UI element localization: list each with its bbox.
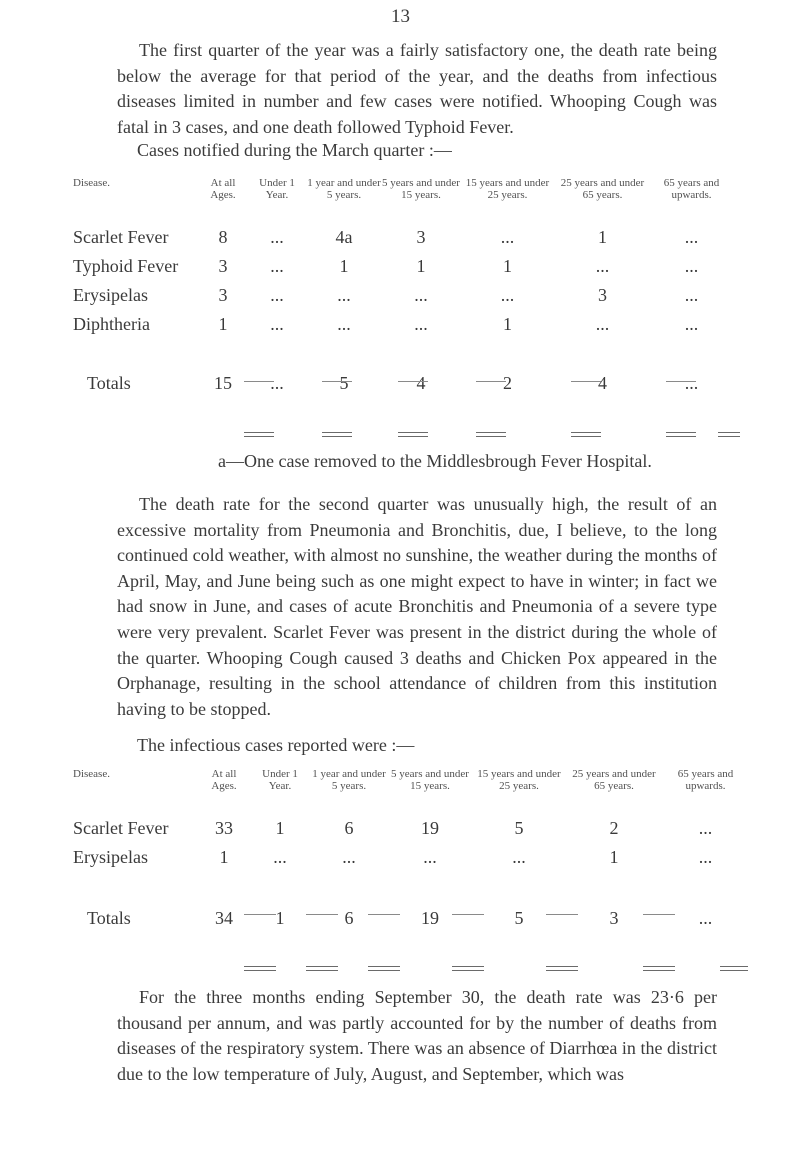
total-all-ages: 34 [215,907,233,928]
total-rule [322,432,352,437]
cell-1-to-5: 4a [335,227,353,247]
paragraph-third-quarter: For the three months ending September 30, the death rate was 23·6 per thousand per annum, and was partly accounted for by the number of deaths from diseases of the respiratory system. There was an absence of Diarrhœa in the district due to the low temperature of July, August, and September, which was [117,987,717,1084]
col-header-5-to-15: 5 years and under 15 years. [382,177,460,201]
totals-label: Totals [87,372,131,393]
cell-all-ages: 1 [218,314,228,334]
cell-1-to-5: ... [337,314,351,334]
sum-rule [244,381,274,382]
cell-15-to-25: 5 [514,818,524,838]
sum-rule [244,914,276,915]
disease-name: Scarlet Fever [73,818,169,838]
cell-65-up: ... [684,227,699,247]
sum-rule [368,914,400,915]
col-header-disease: Disease. [73,768,110,780]
cell-under-1: ... [270,256,284,276]
total-25-to-65: 3 [609,907,619,928]
sum-rule [546,914,578,915]
total-rule [643,966,675,971]
cell-5-to-15: ... [414,314,428,334]
total-rule [398,432,428,437]
total-15-to-25: 5 [514,907,524,928]
col-header-1-to-5: 1 year and under 5 years. [307,177,381,201]
cell-under-1: ... [270,314,284,334]
sum-rule [476,381,506,382]
cell-25-to-65: ... [595,256,610,276]
page-number: 13 [391,6,410,27]
col-header-65-up: 65 years and upwards. [663,177,720,201]
col-header-25-to-65: 25 years and under 65 years. [572,768,656,792]
cell-5-to-15: 3 [416,227,426,247]
table-row [73,223,733,252]
total-rule [546,966,578,971]
cell-15-to-25: ... [500,227,515,247]
cell-25-to-65: 3 [598,285,607,305]
cell-15-to-25: 1 [503,256,512,276]
table1-lead: Cases notified during the March quarter :— [137,140,452,160]
cell-all-ages: 33 [215,818,233,838]
paragraph-second-quarter: The death rate for the second quarter was unusually high, the result of an excessive mortality from Pneumonia and Bronchitis, due, I believe, to the long continued cold weather, with almost no sunshine, the weather during the months of April, May, and June being such as one might expect to have in winter; in fact we had snow in June, and cases of acute Bronchitis and Pneumonia of a severe type were very prevalent. Scarlet Fever was present in the district during the whole of the quarter. Whooping Cough caused 3 deaths and Chicken Pox appeared in the Orphanage, resulting in the school attendance of children from this institution having to be stopped. [117,494,717,719]
table-row [73,843,749,872]
cell-all-ages: 1 [219,847,229,867]
total-65-up: ... [698,907,713,928]
cell-65-up: ... [698,847,713,867]
total-under-1: 1 [275,907,285,928]
cell-25-to-65: 1 [598,227,607,247]
total-rule [244,432,274,437]
cell-15-to-25: ... [512,847,526,867]
second-quarter-table [73,768,749,934]
total-all-ages: 15 [214,372,232,393]
cell-5-to-15: 19 [421,818,439,838]
col-header-1-to-5: 1 year and under 5 years. [312,768,386,792]
total-5-to-15: 19 [421,907,439,928]
total-rule [244,966,276,971]
cell-5-to-15: ... [414,285,428,305]
sum-rule [452,914,484,915]
cell-25-to-65: 1 [609,847,619,867]
cell-1-to-5: ... [337,285,351,305]
total-rule [476,432,506,437]
total-5-to-15: 4 [416,372,426,393]
cell-5-to-15: 1 [416,256,426,276]
cell-15-to-25: 1 [503,314,512,334]
total-25-to-65: 4 [598,372,607,393]
total-1-to-5: 6 [344,907,354,928]
totals-row [73,902,749,934]
cell-25-to-65: ... [595,314,610,334]
col-header-65-up: 65 years and upwards. [677,768,734,792]
disease-name: Diphtheria [73,314,150,334]
totals-label: Totals [87,907,131,928]
cell-65-up: ... [684,314,699,334]
col-header-15-to-25: 15 years and under 25 years. [465,177,550,201]
total-under-1: ... [270,372,284,393]
march-quarter-table [73,177,733,399]
table2-lead: The infectious cases reported were :— [137,735,415,755]
cell-65-up: ... [698,818,713,838]
totals-row [73,367,733,399]
table-row [73,814,749,843]
disease-name: Typhoid Fever [73,256,179,276]
cell-all-ages: 3 [218,256,228,276]
col-header-all-ages: At all Ages. [210,177,236,201]
total-1-to-5: 5 [339,372,349,393]
sum-rule [571,381,601,382]
cell-under-1: ... [273,847,287,867]
cell-1-to-5: 6 [344,818,354,838]
cell-25-to-65: 2 [609,818,619,838]
total-15-to-25: 2 [503,372,512,393]
cell-under-1: ... [270,227,284,247]
cell-all-ages: 8 [218,227,228,247]
total-rule [368,966,400,971]
total-65-up: ... [684,372,699,393]
cell-1-to-5: 1 [339,256,349,276]
col-header-under-1: Under 1 Year. [259,177,295,201]
col-header-25-to-65: 25 years and under 65 years. [560,177,645,201]
table-row [73,252,733,281]
col-header-under-1: Under 1 Year. [262,768,298,792]
cell-65-up: ... [684,285,699,305]
disease-name: Erysipelas [73,285,148,305]
sum-rule [398,381,428,382]
cell-65-up: ... [684,256,699,276]
total-rule [452,966,484,971]
disease-name: Erysipelas [73,847,148,867]
sum-rule [306,914,338,915]
total-rule [720,966,748,971]
cell-5-to-15: ... [423,847,437,867]
sum-rule [322,381,352,382]
cell-1-to-5: ... [342,847,356,867]
cell-15-to-25: ... [500,285,515,305]
table1-footnote: a—One case removed to the Middlesbrough Fever Hospital. [218,451,652,471]
table-row [73,281,733,310]
total-rule [571,432,601,437]
cell-under-1: 1 [275,818,285,838]
disease-name: Scarlet Fever [73,227,169,247]
col-header-15-to-25: 15 years and under 25 years. [477,768,561,792]
cell-all-ages: 3 [218,285,228,305]
col-header-all-ages: At all Ages. [211,768,237,792]
table-row [73,310,733,339]
col-header-5-to-15: 5 years and under 15 years. [391,768,469,792]
cell-under-1: ... [270,285,284,305]
total-rule [306,966,338,971]
total-rule [666,432,696,437]
sum-rule [666,381,696,382]
sum-rule [643,914,675,915]
paragraph-first-quarter: The first quarter of the year was a fairly satisfactory one, the death rate being below the average for that period of the year, and the deaths from infectious diseases limited in number and few cases were notified. Whooping Cough was fatal in 3 cases, and one death followed Typhoid Fever. [117,40,717,137]
total-rule [718,432,740,437]
col-header-disease: Disease. [73,177,110,189]
